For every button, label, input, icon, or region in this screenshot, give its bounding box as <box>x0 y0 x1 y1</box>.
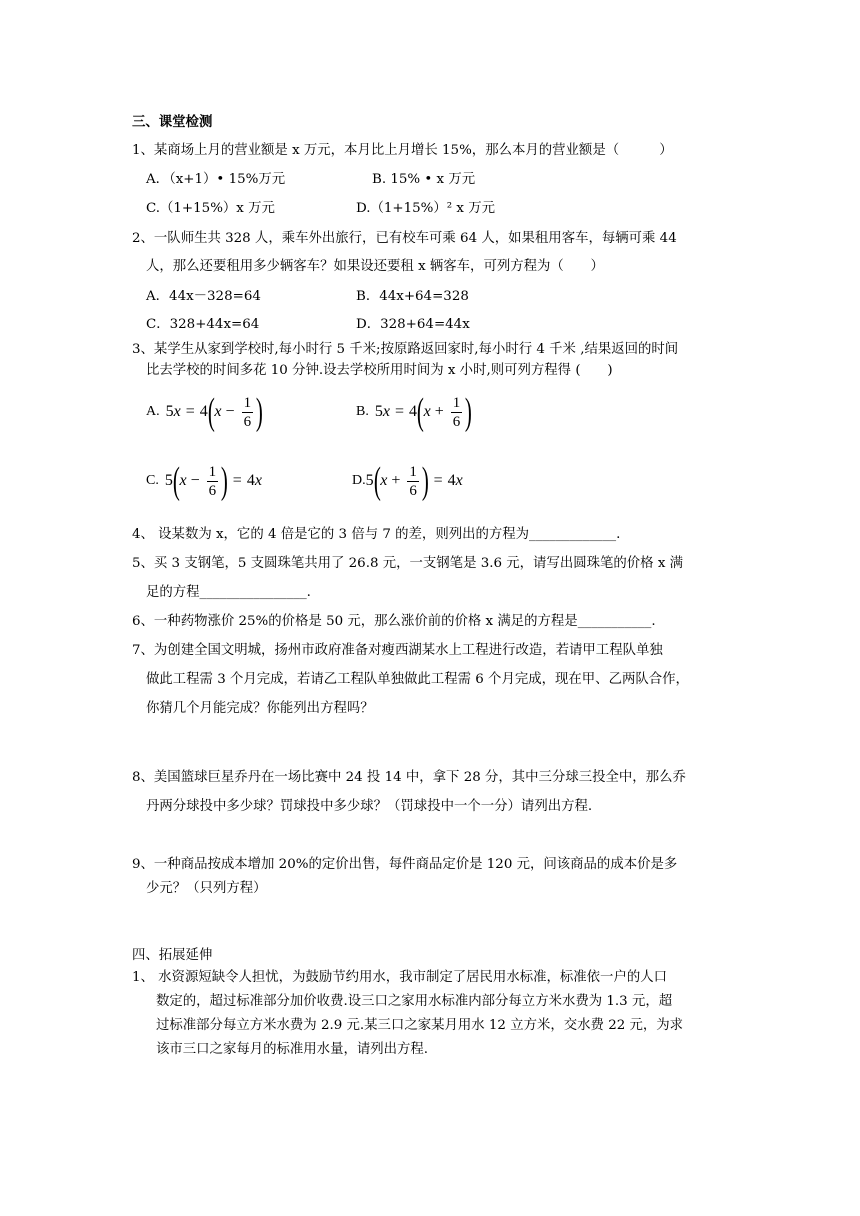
q3-c-left-paren: ( <box>172 460 180 502</box>
q2-option-c: C．328+44x=64 <box>146 317 260 332</box>
question-3-line-1: 3、某学生从家到学校时,每小时行 5 千米;按原路返回家时,每小时行 4 千米 ,结果返回的时间 <box>132 342 679 357</box>
q3-c-op: − <box>190 472 200 489</box>
q3-c-den: 6 <box>208 482 217 499</box>
question-9-line-1: 9、一种商品按成本增加 20%的定价出售，每件商品定价是 120 元，问该商品的成本价是多 <box>132 857 678 872</box>
q3-b-eq: = <box>394 403 404 420</box>
q3-option-b <box>356 387 472 437</box>
q3-a-fraction <box>242 394 254 431</box>
q3-a-num: 1 <box>243 394 252 411</box>
question-5-line-2: 足的方程________________. <box>146 585 311 600</box>
q3-b-coef: 5 <box>374 403 383 420</box>
question-2-line-2: 人，那么还要租用多少辆客车？如果设还要租 x 辆客车，可列方程为（ ） <box>146 259 604 274</box>
question-4: 4、 设某数为 x，它的 4 倍是它的 3 倍与 7 的差，则列出的方程为_____________. <box>132 527 621 542</box>
q3-c-var: x <box>179 472 187 489</box>
q3-d-num: 1 <box>409 463 417 480</box>
q3-a-den: 6 <box>243 413 252 430</box>
q3-d-den: 6 <box>409 482 417 499</box>
q3-b-left-paren: ( <box>416 391 424 433</box>
q3-d-right-paren: ) <box>421 460 429 502</box>
q3-a-right-paren: ) <box>255 391 263 433</box>
q1-option-c: C.（1+15%）x 万元 <box>146 201 275 216</box>
q1-option-b: B. 15% • x 万元 <box>372 172 476 187</box>
q3-d-op: + <box>391 472 401 489</box>
q3-c-var2: x <box>254 472 262 489</box>
question-1-stem: 1、某商场上月的营业额是 x 万元，本月比上月增长 15%，那么本月的营业额是（ ） <box>132 143 673 158</box>
q3-a-coef: 5 <box>165 403 174 420</box>
q3-c-coef2: 4 <box>246 472 255 489</box>
q2-option-d: D．328+64=44x <box>356 317 470 332</box>
extension-question-1-line-2: 数定的，超过标准部分加价收费.设三口之家用水标准内部分每立方米水费为 1.3 元，超 <box>156 994 673 1009</box>
q1-option-a: A．（x+1）• 15%万元 <box>146 172 286 187</box>
q3-b-fraction <box>451 394 463 431</box>
q3-option-d <box>352 456 463 506</box>
q3-c-right-paren: ) <box>220 460 228 502</box>
question-8-line-2: 丹两分球投中多少球？罚球投中多少球？（罚球投中一个一分）请列出方程. <box>146 799 593 814</box>
q3-b-num: 1 <box>452 394 461 411</box>
q3-option-d-label: D. <box>352 473 366 488</box>
q3-a-left-paren: ( <box>207 391 215 433</box>
q3-option-c <box>146 456 262 506</box>
q3-a-var2: x <box>214 403 222 420</box>
question-3-line-2: 比去学校的时间多花 10 分钟.设去学校所用时间为 x 小时,则可列方程得 ( ) <box>146 363 613 378</box>
q3-d-coef2: 4 <box>447 472 456 489</box>
q3-c-num: 1 <box>208 463 217 480</box>
q3-b-op: + <box>434 403 444 420</box>
extension-question-1-line-4: 该市三口之家每月的标准用水量，请列出方程. <box>156 1042 429 1057</box>
q2-option-b: B．44x+64=328 <box>356 289 469 304</box>
q3-c-coef: 5 <box>164 472 173 489</box>
q3-option-b-label: B. <box>356 404 369 419</box>
q3-c-fraction <box>207 463 219 500</box>
question-9-line-2: 少元？（只列方程） <box>146 881 267 896</box>
q1-option-d: D.（1+15%）² x 万元 <box>356 201 496 216</box>
q3-a-op: − <box>225 403 235 420</box>
extension-question-1-line-1: 1、 水资源短缺令人担忧，为鼓励节约用水，我市制定了居民用水标准，标准依一户的人口 <box>132 970 668 985</box>
q2-option-a: A．44x－328=64 <box>146 289 261 304</box>
q3-b-den: 6 <box>452 413 461 430</box>
question-8-line-1: 8、美国篮球巨星乔丹在一场比赛中 24 投 14 中，拿下 28 分，其中三分球三投全中，那么乔 <box>132 770 686 785</box>
q3-d-fraction <box>407 463 419 500</box>
q3-b-right-paren: ) <box>465 391 473 433</box>
question-7-line-2: 做此工程需 3 个月完成，若请乙工程队单独做此工程需 6 个月完成，现在甲、乙两队合作， <box>146 672 689 687</box>
q3-b-coef2: 4 <box>408 403 417 420</box>
q3-a-coef2: 4 <box>199 403 208 420</box>
q3-d-var2: x <box>455 472 463 489</box>
q3-option-c-label: C. <box>146 473 159 488</box>
question-7-line-3: 你猜几个月能完成？你能列出方程吗？ <box>146 701 374 716</box>
q3-a-var: x <box>173 403 181 420</box>
q3-option-a <box>146 387 263 437</box>
q3-d-eq: = <box>433 472 443 489</box>
question-2-line-1: 2、一队师生共 328 人，乘车外出旅行，已有校车可乘 64 人，如果租用客车，每辆可乘 44 <box>132 231 677 246</box>
q3-a-eq: = <box>185 403 195 420</box>
question-7-line-1: 7、为创建全国文明城，扬州市政府准备对瘦西湖某水上工程进行改造，若请甲工程队单独 <box>132 643 663 658</box>
q3-b-var: x <box>382 403 390 420</box>
section-title: 三、课堂检测 <box>132 114 213 130</box>
extension-question-1-line-3: 过标准部分每立方米水费为 2.9 元.某三口之家某月用水 12 立方米，交水费 22 元，为求 <box>156 1018 684 1033</box>
section-4-title: 四、拓展延伸 <box>132 948 213 963</box>
q3-d-var: x <box>380 472 388 489</box>
q3-option-a-label: A. <box>146 404 160 419</box>
q3-c-eq: = <box>232 472 242 489</box>
q3-b-var2: x <box>423 403 431 420</box>
q3-d-coef: 5 <box>365 472 374 489</box>
question-5-line-1: 5、买 3 支钢笔，5 支圆珠笔共用了 26.8 元，一支钢笔是 3.6 元，请写出圆珠笔的价格 x 满 <box>132 556 684 571</box>
q3-d-left-paren: ( <box>373 460 381 502</box>
question-6: 6、一种药物涨价 25%的价格是 50 元，那么涨价前的价格 x 满足的方程是___________. <box>132 614 656 629</box>
